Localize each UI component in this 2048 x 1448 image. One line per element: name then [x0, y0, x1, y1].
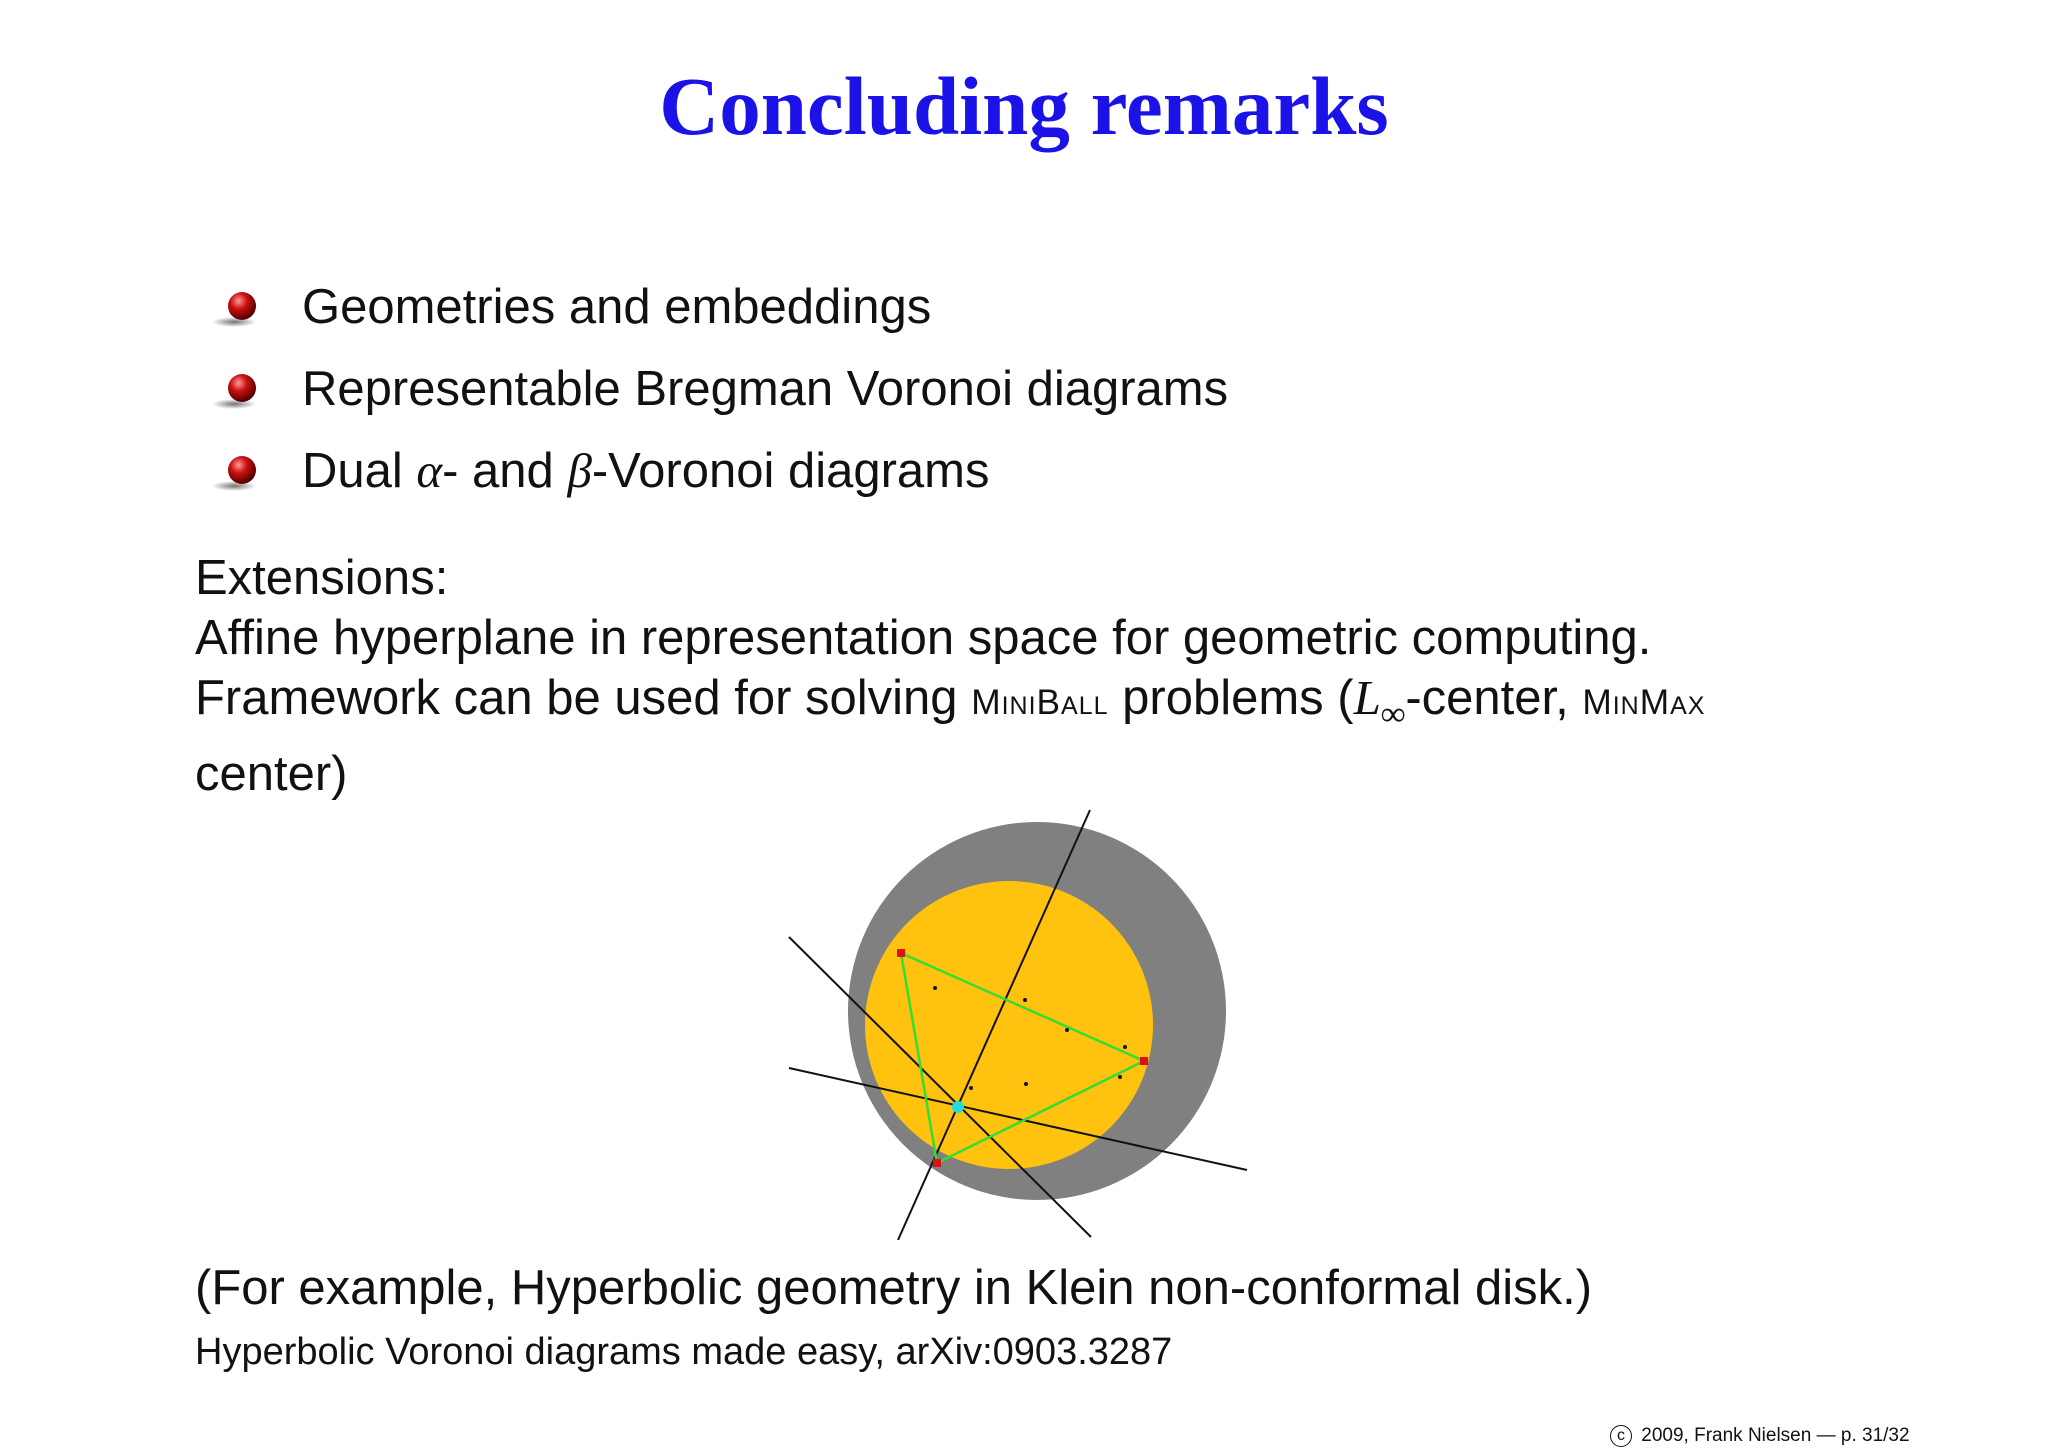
miniball-term: MiniBall [971, 683, 1109, 722]
bullet-item [212, 439, 1228, 521]
bullet-text: - and [442, 444, 568, 498]
dot [1024, 1082, 1028, 1086]
center-point [952, 1101, 964, 1113]
extensions-line: Affine hyperplane in representation space for geometric computing. [195, 611, 1652, 665]
red-ball-bullet-icon [212, 289, 264, 331]
bullet-item [212, 275, 1228, 357]
page-number: p. 31/32 [1840, 1425, 1910, 1446]
red-ball-bullet-icon [212, 453, 264, 495]
copyright-icon: c [1610, 1425, 1632, 1447]
extensions-text: -center, [1405, 671, 1583, 725]
bullet-list [212, 275, 1228, 521]
bullet-item [212, 357, 1228, 439]
dot [933, 986, 937, 990]
klein-disk-figure [780, 800, 1260, 1240]
dot [1123, 1045, 1127, 1049]
extensions-line [195, 668, 1875, 744]
bullet-text: Dual [302, 444, 417, 498]
site-point [897, 949, 905, 957]
extensions-line: center) [195, 746, 348, 801]
example-caption: (For example, Hyperbolic geometry in Klein non-conformal disk.) [195, 1261, 1593, 1315]
inner-disk [865, 881, 1153, 1169]
site-point [933, 1159, 941, 1167]
extensions-paragraph [195, 548, 1875, 804]
slide-title: Concluding remarks [659, 60, 1389, 152]
dot [1023, 998, 1027, 1002]
extensions-text: problems ( [1108, 671, 1354, 725]
extensions-text: Framework can be used for solving [195, 671, 972, 725]
minmax-term: MinMax [1582, 683, 1706, 722]
dot [1118, 1075, 1122, 1079]
alpha-symbol: α [416, 443, 443, 498]
slide-footer [1610, 1424, 1910, 1448]
extensions-heading: Extensions: [195, 551, 449, 605]
beta-symbol: β [567, 443, 592, 498]
dot [1065, 1028, 1069, 1032]
bullet-text: -Voronoi diagrams [591, 444, 990, 498]
footer-text: 2009, Frank Nielsen — [1641, 1425, 1836, 1446]
site-point [1140, 1057, 1148, 1065]
bullet-text: Geometries and embeddings [302, 280, 932, 334]
infinity-subscript: ∞ [1380, 694, 1406, 733]
red-ball-bullet-icon [212, 371, 264, 413]
dot [969, 1086, 973, 1090]
bullet-text: Representable Bregman Voronoi diagrams [302, 362, 1229, 416]
l-infinity-symbol: L [1353, 670, 1381, 725]
reference-citation: Hyperbolic Voronoi diagrams made easy, arXiv:0903.3287 [195, 1331, 1173, 1373]
